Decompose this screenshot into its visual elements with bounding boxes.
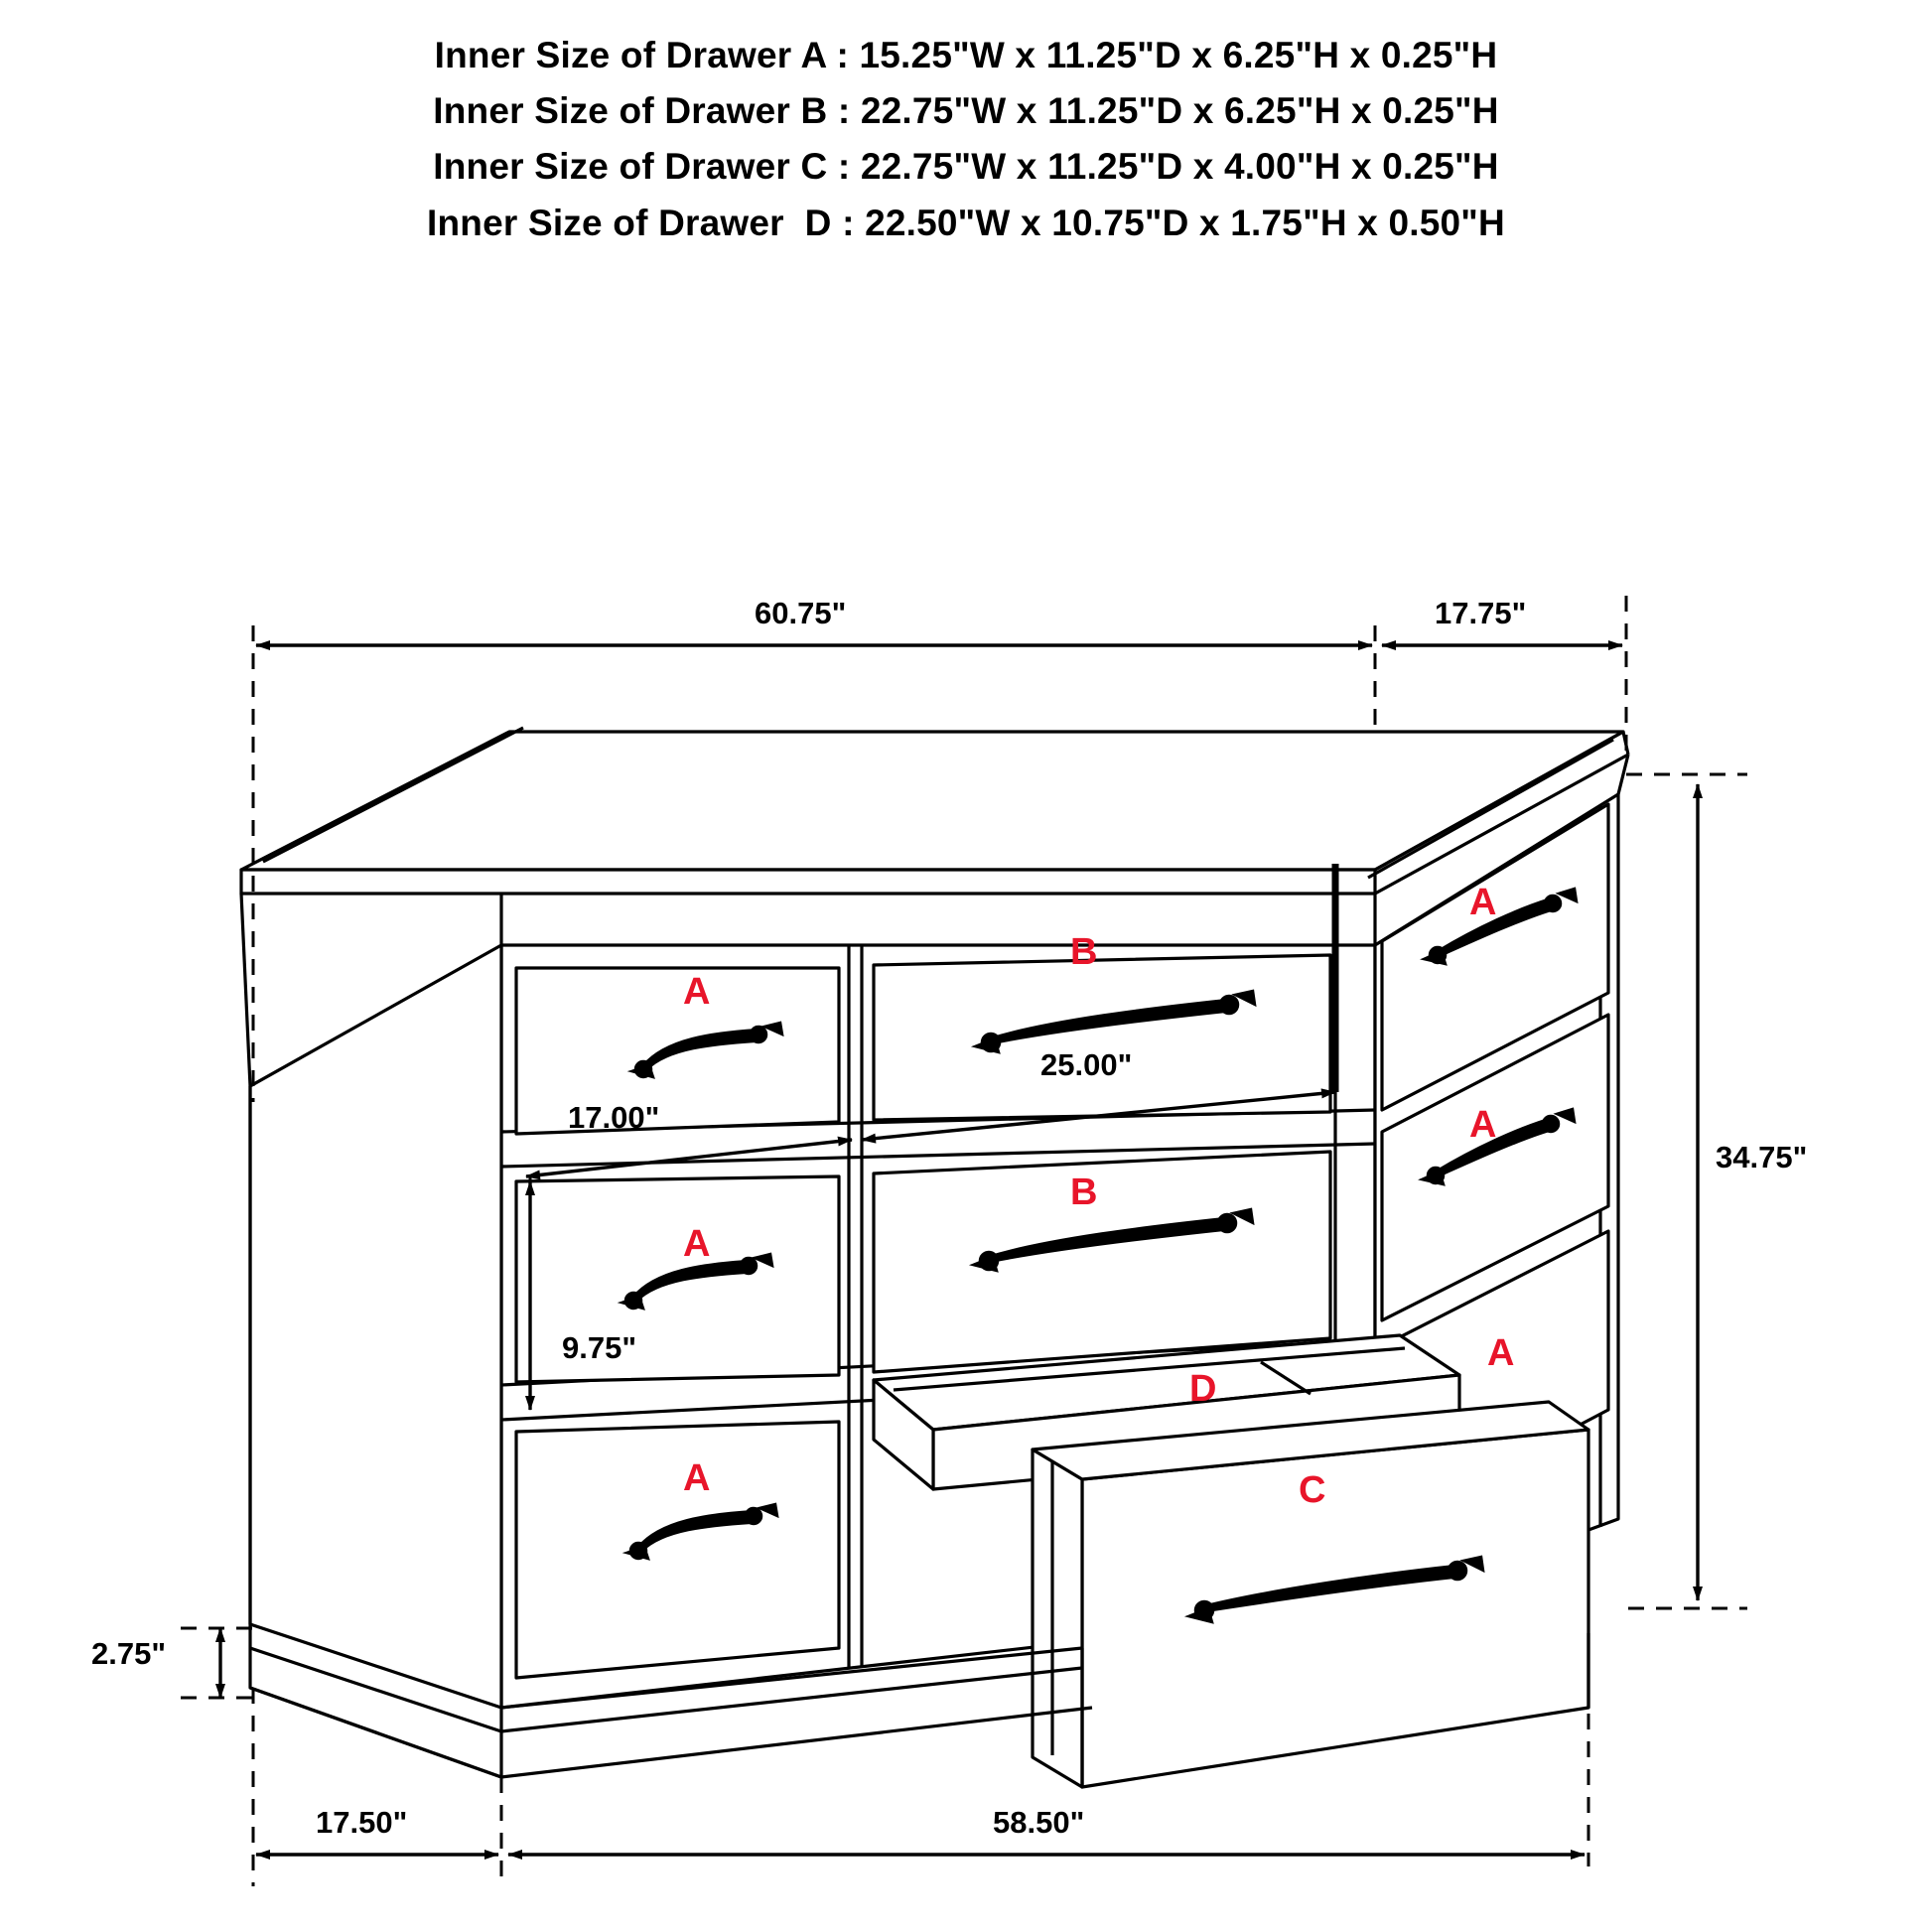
spec-line-drawer-a: Inner Size of Drawer A : 15.25"W x 11.25"D x 6.25"H x 0.25"H <box>434 35 1498 75</box>
drawer-label-a-top-left: A <box>683 971 711 1013</box>
spec-line-drawer-b: Inner Size of Drawer B : 22.75"W x 11.25"D x 6.25"H x 0.25"H <box>433 90 1499 132</box>
drawer-label-a-bottom-right: A <box>1487 1332 1515 1374</box>
dim-label-base-front-width: 58.50" <box>993 1805 1085 1840</box>
drawer-label-b-top-center: B <box>1070 931 1098 973</box>
dim-label-top-front-width: 60.75" <box>755 596 847 630</box>
drawer-label-b-mid-center: B <box>1070 1172 1098 1213</box>
spec-line-drawer-d: Inner Size of Drawer D : 22.50"W x 10.75"D x 1.75"H x 0.50"H <box>427 202 1505 243</box>
dim-label-top-side-depth: 17.75" <box>1435 596 1527 630</box>
drawer-label-a-top-right: A <box>1469 882 1497 923</box>
dim-label-drawer-a-height: 9.75" <box>562 1330 637 1365</box>
dim-label-base-height: 2.75" <box>91 1636 167 1671</box>
dim-label-drawer-a-width: 17.00" <box>568 1100 660 1135</box>
drawer-label-a-bottom-left: A <box>683 1457 711 1499</box>
drawer-label-a-mid-right: A <box>1469 1104 1497 1146</box>
drawer-label-c-open-drawer: C <box>1299 1469 1326 1511</box>
drawer-label-a-mid-left: A <box>683 1223 711 1265</box>
spec-line-drawer-c: Inner Size of Drawer C : 22.75"W x 11.25"D x 4.00"H x 0.25"H <box>433 146 1499 188</box>
dim-label-drawer-b-width: 25.00" <box>1040 1047 1133 1082</box>
dim-label-base-side-depth: 17.50" <box>316 1805 408 1840</box>
cabinet-outline <box>241 728 1628 1787</box>
dim-label-right-height: 34.75" <box>1716 1140 1808 1174</box>
drawer-label-d-open-tray: D <box>1189 1368 1217 1410</box>
